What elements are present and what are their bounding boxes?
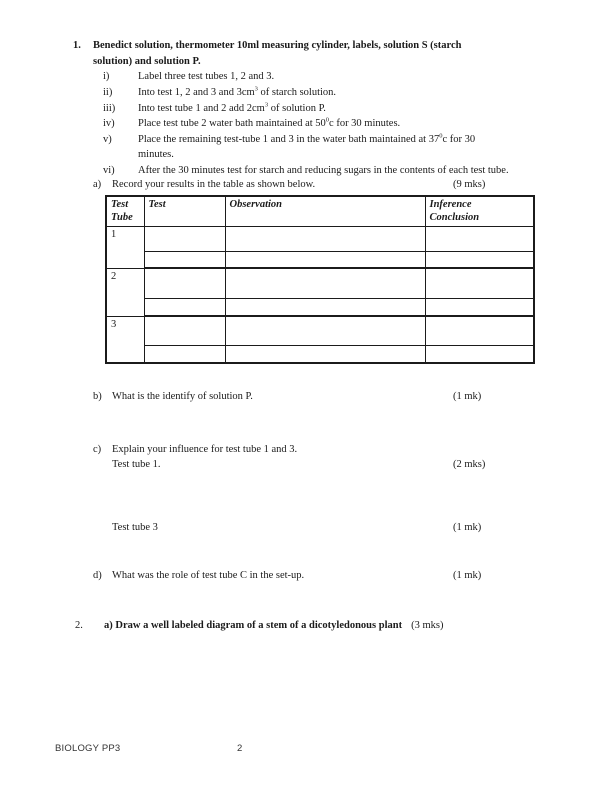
table-row-1a bbox=[106, 226, 534, 251]
row-3b-test-cell bbox=[144, 345, 225, 363]
row-2a-inference-cell bbox=[425, 268, 534, 298]
step-i-numeral: i) bbox=[103, 71, 110, 82]
footer-doc-title: BIOLOGY PP3 bbox=[55, 743, 121, 754]
step-i-text: Label three test tubes 1, 2 and 3. bbox=[138, 71, 275, 82]
question-2-number: 2. bbox=[75, 620, 83, 631]
part-d bbox=[93, 569, 304, 582]
row-3-number: 3 bbox=[106, 316, 144, 363]
row-3a-inference-cell bbox=[425, 316, 534, 345]
step-v-continuation bbox=[103, 148, 174, 161]
row-2b-observation-cell bbox=[225, 298, 425, 316]
part-c-test-tube-3-marks: (1 mk) bbox=[453, 522, 482, 533]
header-test-tube: Test Tube bbox=[106, 196, 144, 226]
footer-page-number: 2 bbox=[237, 743, 243, 754]
step-v-numeral: v) bbox=[103, 134, 112, 145]
step-i bbox=[103, 70, 274, 83]
part-d-text: What was the role of test tube C in the set-up. bbox=[112, 570, 305, 581]
step-ii-numeral: ii) bbox=[103, 87, 113, 98]
step-vi-numeral: vi) bbox=[103, 165, 115, 176]
question-1-title-line-1: Benedict solution, thermometer 10ml measuring cylinder, labels, solution S (starch bbox=[93, 40, 462, 51]
part-b-text: What is the identify of solution P. bbox=[112, 391, 253, 402]
table-row-3b bbox=[106, 345, 534, 363]
part-c-test-tube-1: Test tube 1. bbox=[112, 459, 161, 470]
row-1a-observation-cell bbox=[225, 226, 425, 251]
row-2a-test-cell bbox=[144, 268, 225, 298]
question-1-title-line-2: solution) and solution P. bbox=[93, 56, 201, 67]
step-v-text: Place the remaining test-tube 1 and 3 in the water bath maintained at $37^0c$ for 30 bbox=[138, 132, 476, 145]
table-row-2b bbox=[106, 298, 534, 316]
part-c bbox=[93, 443, 297, 456]
step-iv-numeral: iv) bbox=[103, 118, 115, 129]
row-2b-inference-cell bbox=[425, 298, 534, 316]
row-2-number: 2 bbox=[106, 268, 144, 316]
step-iii-numeral: iii) bbox=[103, 103, 116, 114]
step-v bbox=[103, 133, 475, 146]
row-1b-test-cell bbox=[144, 251, 225, 268]
header-inference-conclusion: Inference Conclusion bbox=[425, 196, 534, 226]
part-a bbox=[93, 178, 315, 191]
part-a-label: a) bbox=[93, 179, 102, 190]
row-3b-inference-cell bbox=[425, 345, 534, 363]
part-a-marks: (9 mks) bbox=[453, 179, 486, 190]
row-2b-test-cell bbox=[144, 298, 225, 316]
part-a-text: Record your results in the table as shown below. bbox=[112, 179, 316, 190]
results-table bbox=[105, 195, 535, 364]
step-iv bbox=[103, 117, 400, 130]
row-1b-inference-cell bbox=[425, 251, 534, 268]
table-row-3a bbox=[106, 316, 534, 345]
row-1a-test-cell bbox=[144, 226, 225, 251]
step-vi bbox=[103, 164, 509, 177]
table-row-2a bbox=[106, 268, 534, 298]
step-ii bbox=[103, 86, 336, 99]
row-3a-test-cell bbox=[144, 316, 225, 345]
part-b-marks: (1 mk) bbox=[453, 391, 482, 402]
step-v-continuation-text: minutes. bbox=[138, 149, 174, 160]
header-test: Test bbox=[144, 196, 225, 226]
row-2a-observation-cell bbox=[225, 268, 425, 298]
row-3b-observation-cell bbox=[225, 345, 425, 363]
row-1b-observation-cell bbox=[225, 251, 425, 268]
header-observation: Observation bbox=[225, 196, 425, 226]
step-iv-text: Place test tube 2 water bath maintained at $50^0c$ for 30 minutes. bbox=[138, 116, 401, 129]
table-row-1b bbox=[106, 251, 534, 268]
table-header-row bbox=[106, 196, 534, 226]
question-2 bbox=[75, 619, 443, 632]
part-c-test-tube-3: Test tube 3 bbox=[112, 522, 158, 533]
step-iii bbox=[103, 102, 326, 115]
row-1a-inference-cell bbox=[425, 226, 534, 251]
part-c-test-tube-1-marks: (2 mks) bbox=[453, 459, 486, 470]
question-2-text: a) Draw a well labeled diagram of a stem of a dicotyledonous plant bbox=[104, 620, 403, 631]
step-ii-text: Into test 1, 2 and 3 and $3cm^3$ of starch solution. bbox=[138, 85, 337, 98]
question-1-number: 1. bbox=[73, 40, 81, 51]
row-1-number: 1 bbox=[106, 226, 144, 268]
question-2-marks: (3 mks) bbox=[411, 620, 444, 631]
part-c-label: c) bbox=[93, 444, 102, 455]
part-c-text: Explain your influence for test tube 1 and 3. bbox=[112, 444, 298, 455]
row-3a-observation-cell bbox=[225, 316, 425, 345]
step-vi-text: After the 30 minutes test for starch and reducing sugars in the contents of each test tube. bbox=[138, 165, 509, 176]
part-d-marks: (1 mk) bbox=[453, 570, 482, 581]
part-d-label: d) bbox=[93, 570, 102, 581]
part-b-label: b) bbox=[93, 391, 102, 402]
step-iii-text: Into test tube 1 and 2 add $2cm^3$ of solution P. bbox=[138, 101, 326, 114]
part-b bbox=[93, 390, 253, 403]
